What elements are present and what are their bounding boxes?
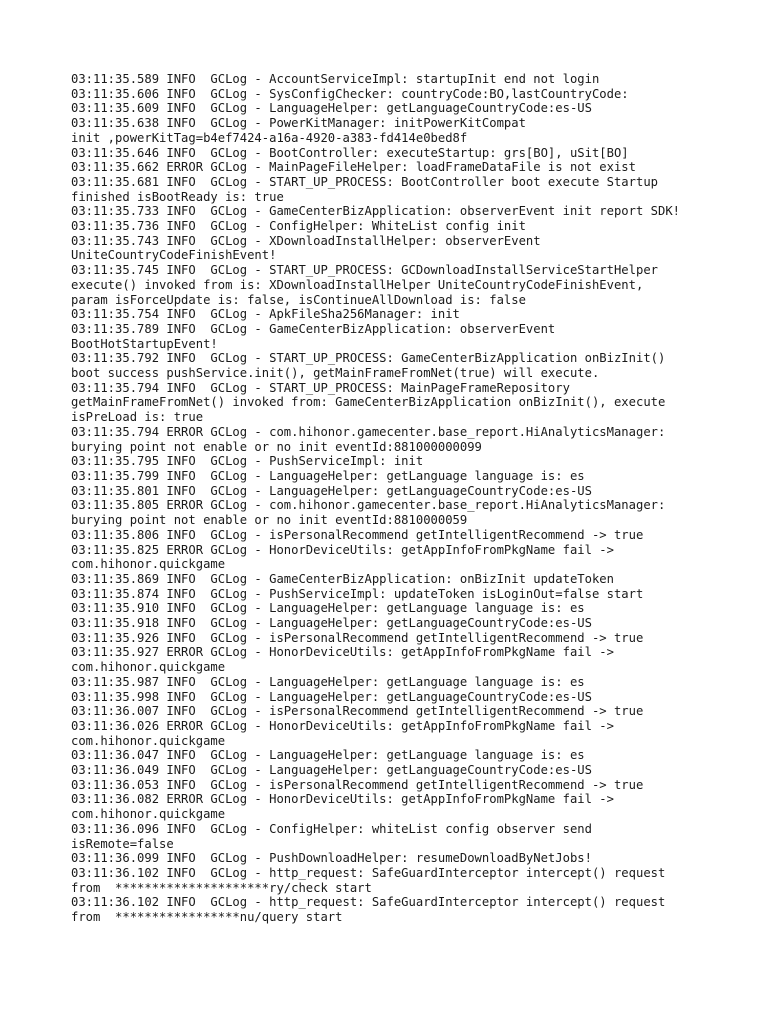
log-line: 03:11:35.743 INFO GCLog - XDownloadInstallHelper: observerEvent [71, 233, 541, 248]
log-document [71, 72, 731, 925]
log-line: boot success pushService.init(), getMainFrameFromNet(true) will execute. [71, 366, 600, 381]
log-line: 03:11:35.792 INFO GCLog - START_UP_PROCESS: GameCenterBizApplication onBizInit() [71, 351, 666, 366]
log-line: from *********************ry/check start [71, 880, 372, 895]
log-line: 03:11:35.638 INFO GCLog - PowerKitManager: initPowerKitCompat [71, 116, 526, 131]
log-line: 03:11:35.801 INFO GCLog - LanguageHelper: getLanguageCountryCode:es-US [71, 483, 592, 498]
log-line: UniteCountryCodeFinishEvent! [71, 248, 277, 263]
log-line: 03:11:36.053 INFO GCLog - isPersonalRecommend getIntelligentRecommend -> true [71, 777, 644, 792]
log-line: 03:11:35.789 INFO GCLog - GameCenterBizApplication: observerEvent [71, 321, 556, 336]
log-line: 03:11:35.869 INFO GCLog - GameCenterBizApplication: onBizInit updateToken [71, 571, 614, 586]
log-line: 03:11:36.047 INFO GCLog - LanguageHelper: getLanguage language is: es [71, 748, 585, 763]
log-line: 03:11:35.681 INFO GCLog - START_UP_PROCESS: BootController boot execute Startup [71, 174, 658, 189]
log-line: 03:11:35.918 INFO GCLog - LanguageHelper: getLanguageCountryCode:es-US [71, 616, 592, 631]
log-line: param isForceUpdate is: false, isContinueAllDownload is: false [71, 292, 526, 307]
log-line: 03:11:36.049 INFO GCLog - LanguageHelper: getLanguageCountryCode:es-US [71, 763, 592, 778]
log-line: 03:11:35.609 INFO GCLog - LanguageHelper: getLanguageCountryCode:es-US [71, 101, 592, 116]
log-line: 03:11:36.102 INFO GCLog - http_request: SafeGuardInterceptor intercept() request [71, 865, 666, 880]
log-line: com.hihonor.quickgame [71, 807, 226, 822]
log-line: 03:11:35.736 INFO GCLog - ConfigHelper: WhiteList config init [71, 219, 526, 234]
log-line: 03:11:35.998 INFO GCLog - LanguageHelper: getLanguageCountryCode:es-US [71, 689, 592, 704]
log-line: getMainFrameFromNet() invoked from: GameCenterBizApplication onBizInit(), execute [71, 395, 666, 410]
log-line: init ,powerKitTag=b4ef7424-a16a-4920-a383-fd414e0bed8f [71, 130, 468, 145]
log-line: 03:11:35.745 INFO GCLog - START_UP_PROCESS: GCDownloadInstallServiceStartHelper [71, 263, 658, 278]
log-line: 03:11:35.806 INFO GCLog - isPersonalRecommend getIntelligentRecommend -> true [71, 527, 644, 542]
log-line: burying point not enable or no init eventId:8810000059 [71, 513, 468, 528]
log-line: from *****************nu/query start [71, 910, 343, 925]
log-line: 03:11:35.589 INFO GCLog - AccountServiceImpl: startupInit end not login [71, 72, 600, 86]
log-line: com.hihonor.quickgame [71, 733, 226, 748]
log-line: burying point not enable or no init eventId:881000000099 [71, 439, 482, 454]
log-line: 03:11:36.102 INFO GCLog - http_request: SafeGuardInterceptor intercept() request [71, 895, 666, 910]
log-line: 03:11:35.825 ERROR GCLog - HonorDeviceUtils: getAppInfoFromPkgName fail -> [71, 542, 614, 557]
log-line: 03:11:35.794 INFO GCLog - START_UP_PROCESS: MainPageFrameRepository [71, 380, 570, 395]
log-line: 03:11:35.874 INFO GCLog - PushServiceImpl: updateToken isLoginOut=false start [71, 586, 644, 601]
log-line: 03:11:35.646 INFO GCLog - BootController: executeStartup: grs[BO], uSit[BO] [71, 145, 629, 160]
log-line: execute() invoked from is: XDownloadInstallHelper UniteCountryCodeFinishEvent, [71, 277, 644, 292]
log-line: com.hihonor.quickgame [71, 660, 226, 675]
log-line: 03:11:35.926 INFO GCLog - isPersonalRecommend getIntelligentRecommend -> true [71, 630, 644, 645]
log-line: isPreLoad is: true [71, 410, 204, 425]
log-line: 03:11:35.606 INFO GCLog - SysConfigChecker: countryCode:BO,lastCountryCode: [71, 86, 629, 101]
log-line: isRemote=false [71, 836, 174, 851]
log-line: 03:11:36.026 ERROR GCLog - HonorDeviceUtils: getAppInfoFromPkgName fail -> [71, 718, 614, 733]
log-line: 03:11:35.910 INFO GCLog - LanguageHelper: getLanguage language is: es [71, 601, 585, 616]
log-line: 03:11:35.795 INFO GCLog - PushServiceImpl: init [71, 454, 424, 469]
log-line: 03:11:35.927 ERROR GCLog - HonorDeviceUtils: getAppInfoFromPkgName fail -> [71, 645, 614, 660]
log-line: com.hihonor.quickgame [71, 557, 226, 572]
log-line: 03:11:35.799 INFO GCLog - LanguageHelper: getLanguage language is: es [71, 468, 585, 483]
log-line: 03:11:36.007 INFO GCLog - isPersonalRecommend getIntelligentRecommend -> true [71, 704, 644, 719]
log-line: finished isBootReady is: true [71, 189, 284, 204]
log-line: 03:11:35.805 ERROR GCLog - com.hihonor.gamecenter.base_report.HiAnalyticsManager: [71, 498, 666, 513]
log-line: 03:11:35.754 INFO GCLog - ApkFileSha256Manager: init [71, 307, 460, 322]
log-line: 03:11:35.794 ERROR GCLog - com.hihonor.gamecenter.base_report.HiAnalyticsManager: [71, 424, 666, 439]
log-line: 03:11:36.099 INFO GCLog - PushDownloadHelper: resumeDownloadByNetJobs! [71, 851, 592, 866]
log-line: 03:11:35.662 ERROR GCLog - MainPageFileHelper: loadFrameDataFile is not exist [71, 160, 636, 175]
log-line: 03:11:35.733 INFO GCLog - GameCenterBizApplication: observerEvent init report SDK! [71, 204, 681, 219]
log-line: BootHotStartupEvent! [71, 336, 218, 351]
log-line: 03:11:35.987 INFO GCLog - LanguageHelper: getLanguage language is: es [71, 674, 585, 689]
log-line: 03:11:36.082 ERROR GCLog - HonorDeviceUtils: getAppInfoFromPkgName fail -> [71, 792, 614, 807]
log-line: 03:11:36.096 INFO GCLog - ConfigHelper: whiteList config observer send [71, 821, 592, 836]
